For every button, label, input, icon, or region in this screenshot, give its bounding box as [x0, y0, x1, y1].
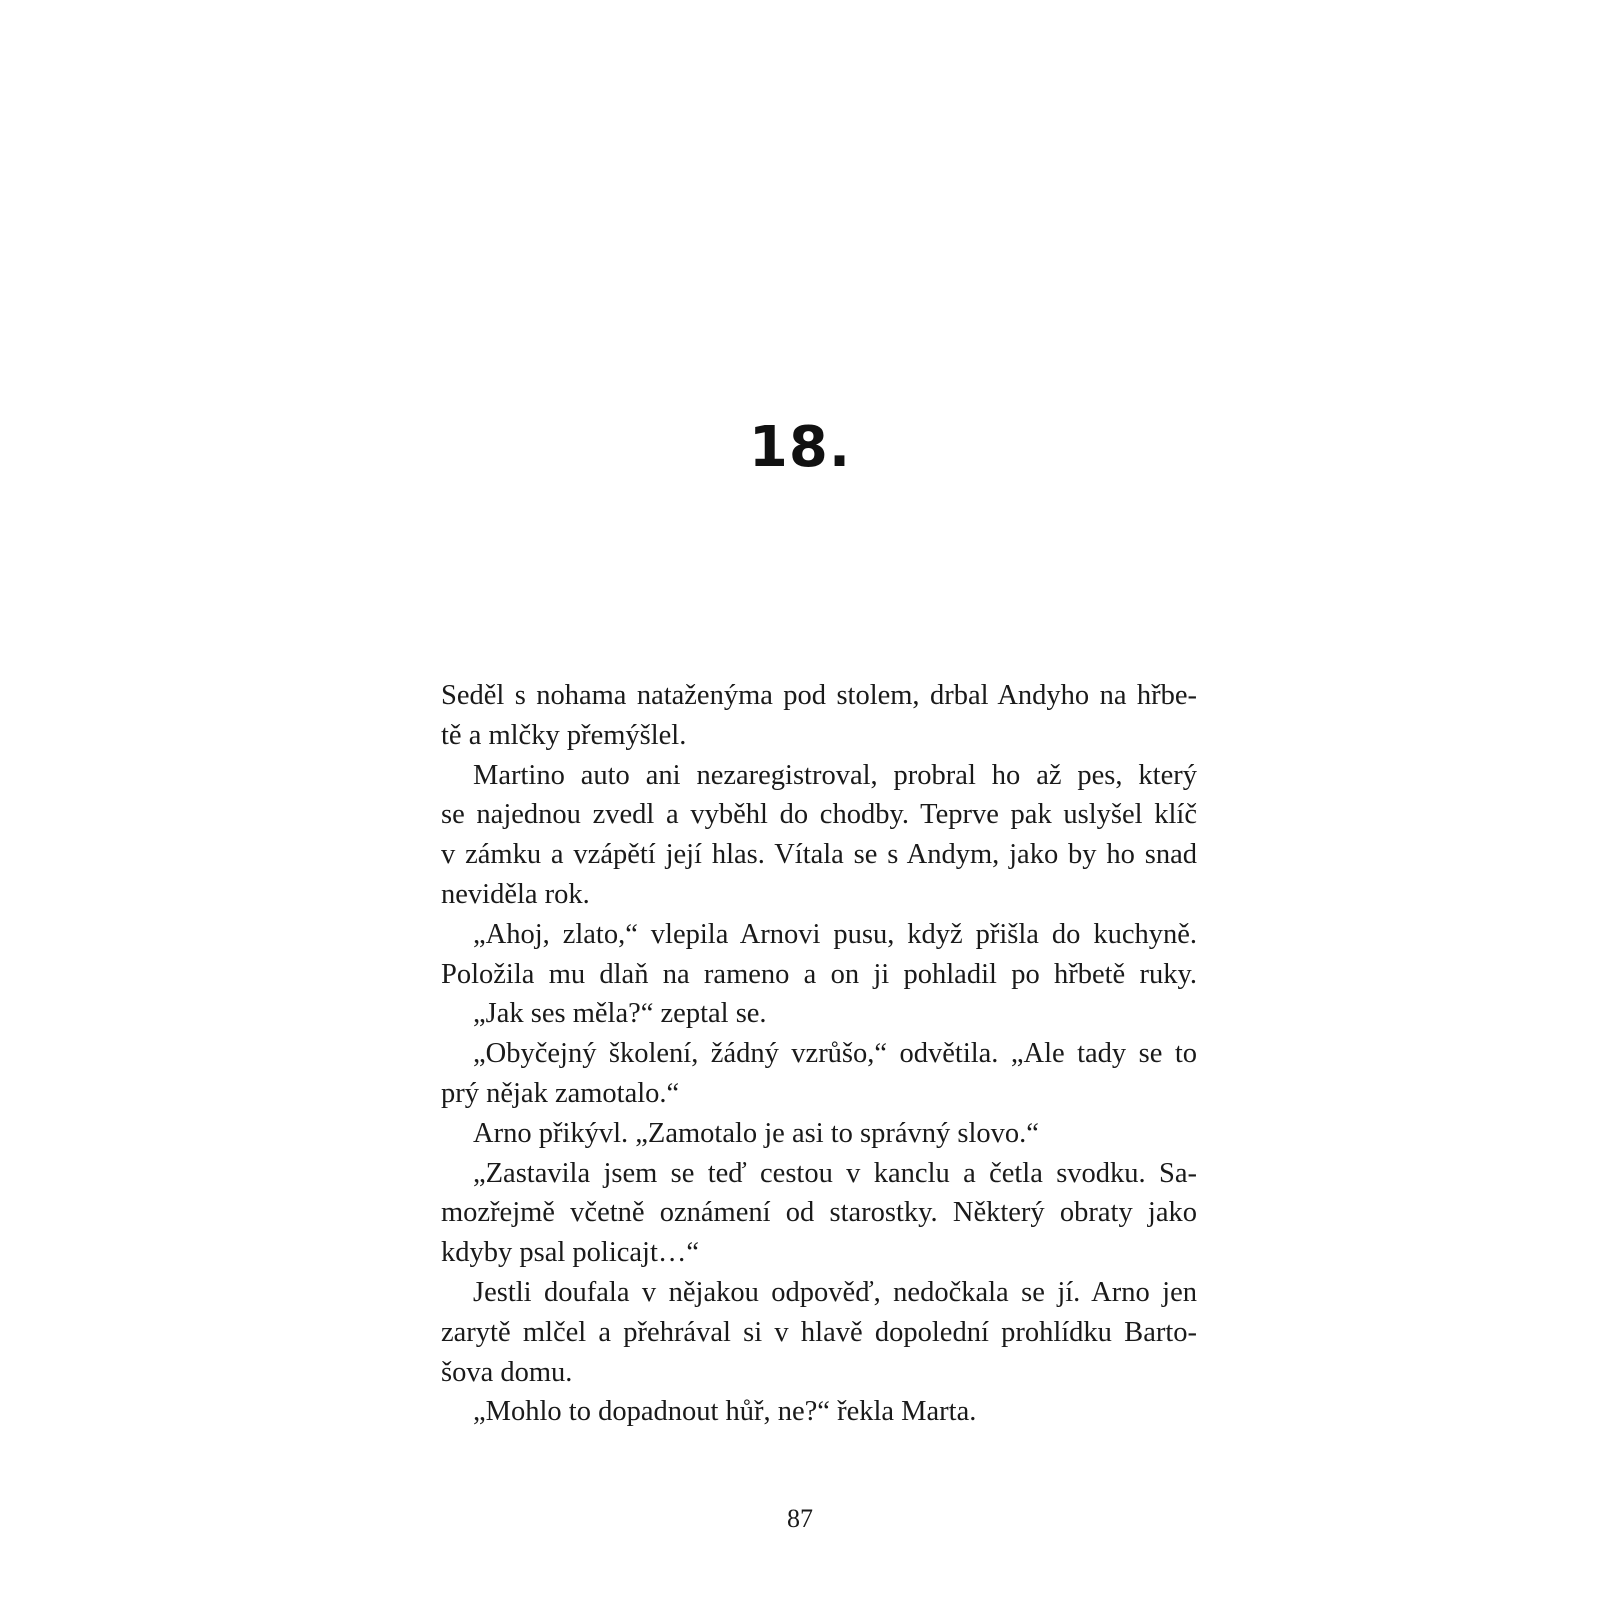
text-line: šova domu. [441, 1356, 573, 1388]
text-line: prý nějak zamotalo.“ [441, 1077, 680, 1109]
text-line: mozřejmě včetně oznámení od starostky. Některý obraty jako [441, 1197, 1197, 1229]
text-line: Jestli doufala v nějakou odpověď, nedočkala se jí. Arno jen [473, 1276, 1197, 1308]
text-line: „Jak ses měla?“ zeptal se. [473, 998, 767, 1030]
text-line: zarytě mlčel a přehrával si v hlavě dopolední prohlídku Barto- [441, 1316, 1197, 1348]
body-text [441, 676, 1197, 1432]
chapter-title: 18. [748, 415, 852, 480]
page-number: 87 [787, 1504, 813, 1533]
text-line: neviděla rok. [441, 878, 590, 910]
text-line: se najednou zvedl a vyběhl do chodby. Teprve pak uslyšel klíč [441, 799, 1197, 831]
text-line: „Zastavila jsem se teď cestou v kanclu a četla svodku. Sa- [473, 1157, 1197, 1189]
text-line: Položila mu dlaň na rameno a on ji pohladil po hřbetě ruky. [441, 958, 1197, 990]
text-line: „Obyčejný školení, žádný vzrůšo,“ odvětila. „Ale tady se to [473, 1038, 1197, 1070]
text-line: „Mohlo to dopadnout hůř, ne?“ řekla Marta. [473, 1396, 977, 1428]
text-line: kdyby psal policajt…“ [441, 1237, 700, 1269]
text-line: „Ahoj, zlato,“ vlepila Arnovi pusu, když přišla do kuchyně. [473, 918, 1197, 950]
text-line: tě a mlčky přemýšlel. [441, 719, 687, 751]
text-line: Seděl s nohama nataženýma pod stolem, drbal Andyho na hřbe- [441, 680, 1197, 711]
text-line: v zámku a vzápětí její hlas. Vítala se s Andym, jako by ho snad [441, 839, 1197, 871]
text-line: Arno přikývl. „Zamotalo je asi to správný slovo.“ [473, 1117, 1039, 1149]
text-line: Martino auto ani nezaregistroval, probral ho až pes, který [473, 759, 1197, 791]
